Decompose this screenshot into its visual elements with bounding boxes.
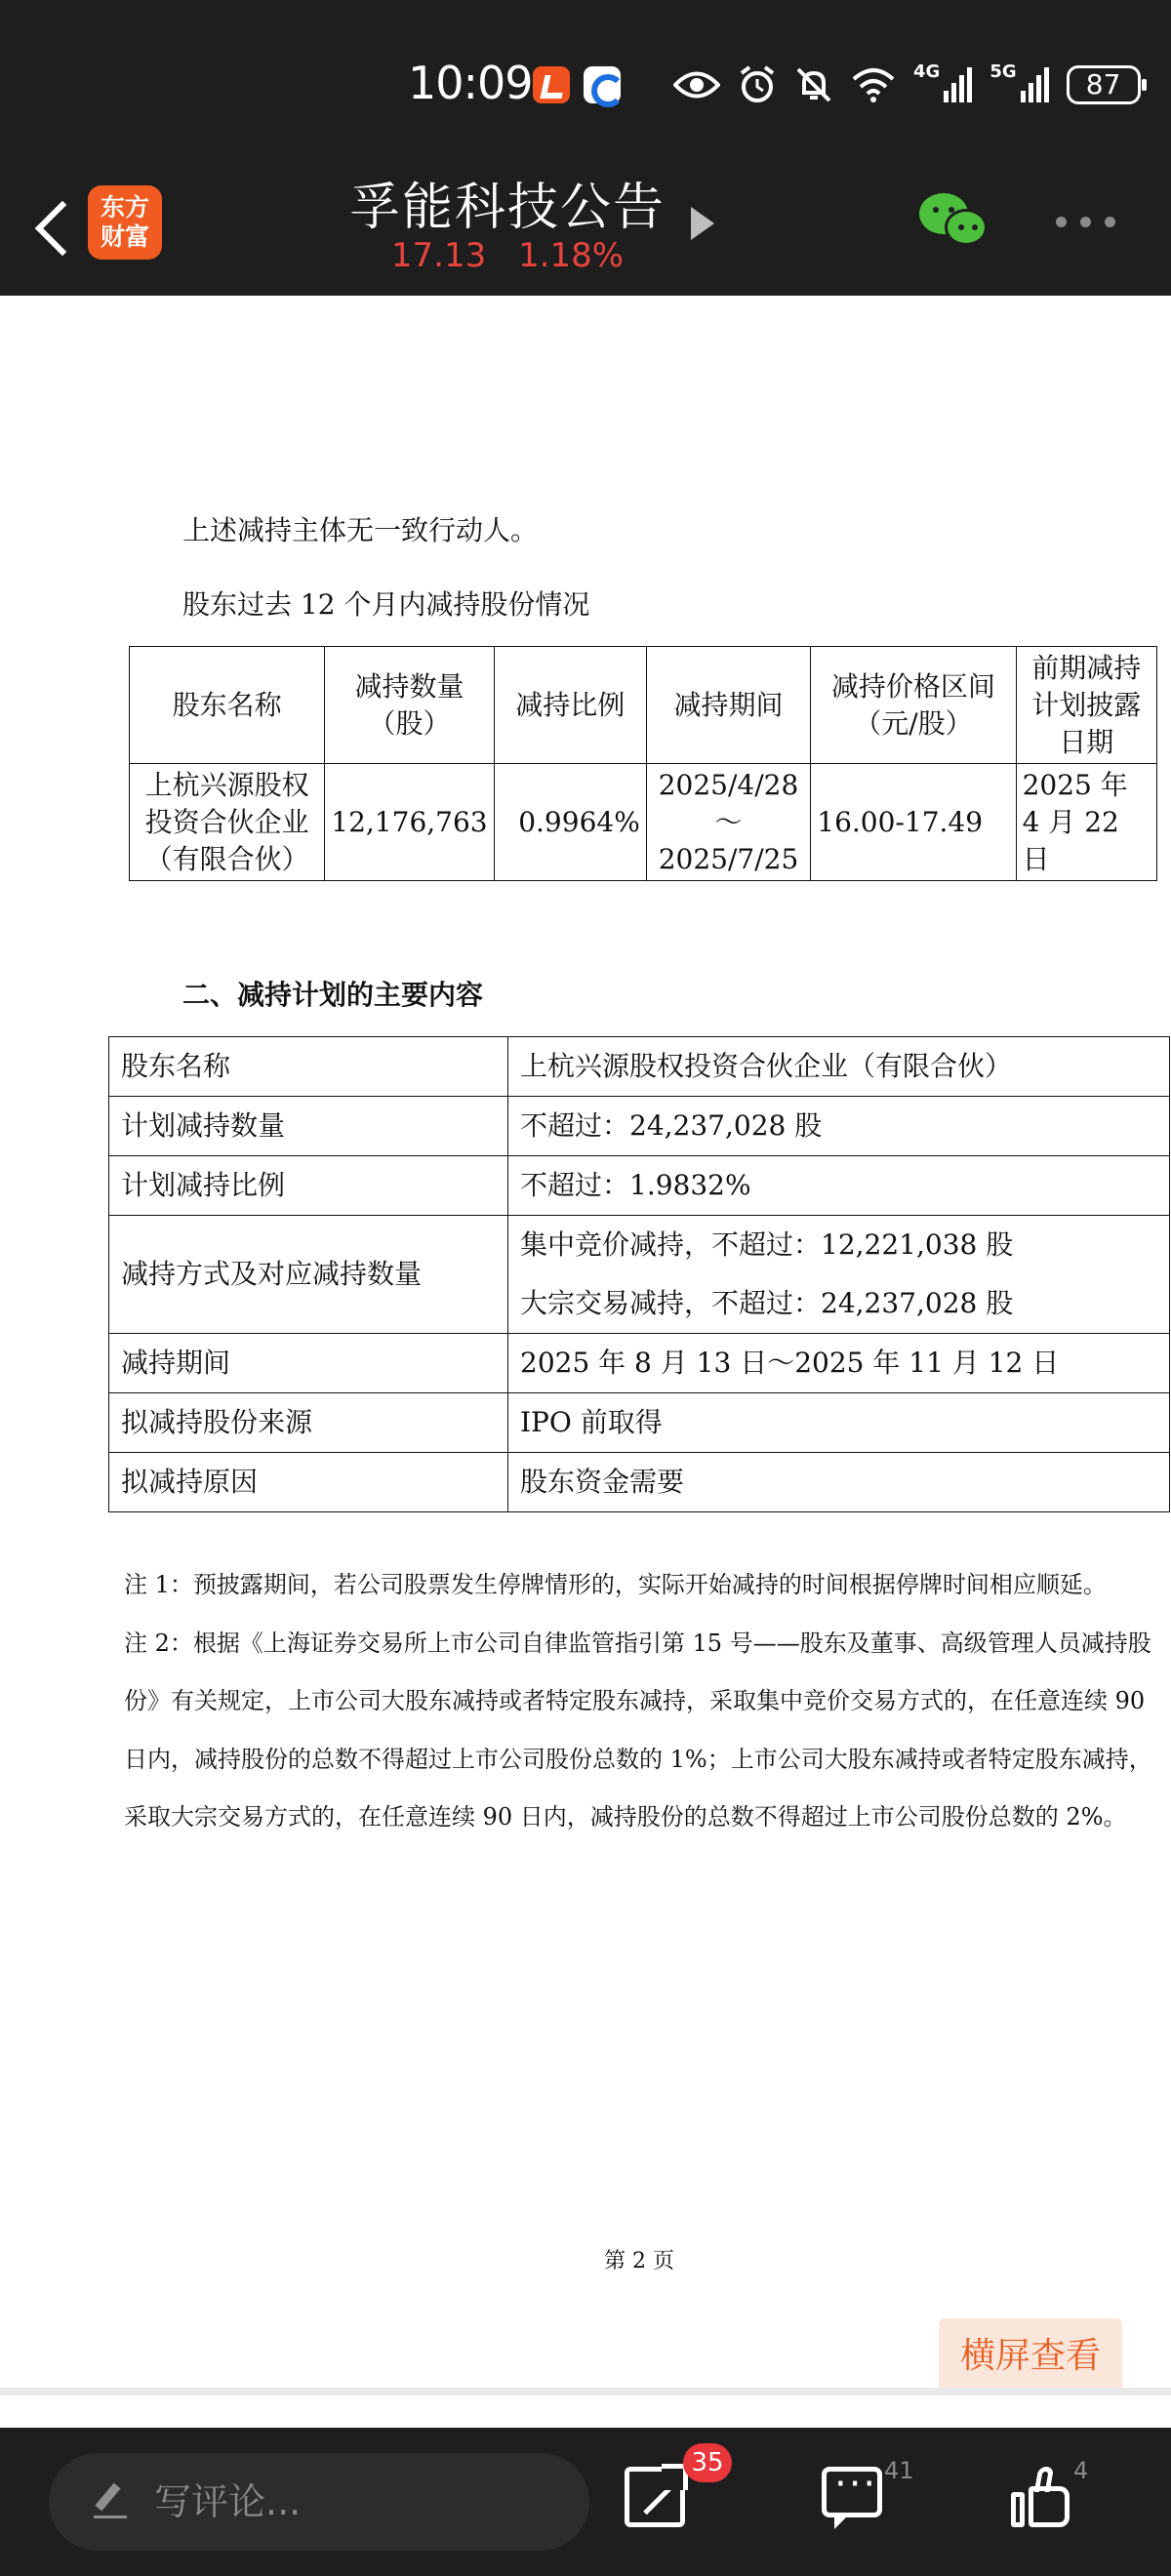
note-1: 注 1：预披露期间，若公司股票发生停牌情形的，实际开始减持的时间根据停牌时间相应顺延。 bbox=[124, 1571, 1107, 1598]
comment-placeholder: 写评论... bbox=[154, 2480, 302, 2523]
network-4g: 4G bbox=[913, 60, 941, 82]
eye-icon bbox=[673, 68, 720, 101]
th-ratio: 减持比例 bbox=[494, 647, 646, 764]
comments-icon[interactable] bbox=[822, 2467, 882, 2517]
network-5g: 5G bbox=[989, 60, 1017, 82]
plan-label: 计划减持比例 bbox=[109, 1156, 508, 1216]
plan-value: 股东资金需要 bbox=[508, 1453, 1170, 1512]
play-icon[interactable] bbox=[691, 207, 714, 240]
status-time: 10:09 bbox=[408, 57, 533, 109]
intro-text: 上述减持主体无一致行动人。 bbox=[182, 514, 539, 546]
note-2: 注 2：根据《上海证券交易所上市公司自律监管指引第 15 号——股东及董事、高级管理人员减持股份》有关规定，上市公司大股东减持或者特定股东减持，采取集中竞价交易方式的，在任意连续 90 日内，减持股份的总数不得超过上市公司股份总数的 1%；上市公司大股东减持或者特定股东减持，采取大宗交易方式的，在任意连续 90 日内，减持股份的总数不得超过上市公司股份总数的 2%。 bbox=[124, 1629, 1152, 1831]
notification-app-icon-2 bbox=[584, 66, 621, 103]
plan-value: 不超过：24,237,028 股 bbox=[508, 1097, 1170, 1156]
past-reduction-table bbox=[129, 646, 1157, 881]
cell-period: 2025/4/28～2025/7/25 bbox=[646, 764, 810, 881]
plan-label: 减持方式及对应减持数量 bbox=[109, 1216, 508, 1334]
plan-label: 股东名称 bbox=[109, 1037, 508, 1097]
landscape-view-button[interactable]: 横屏查看 bbox=[939, 2318, 1122, 2395]
wechat-share-icon[interactable] bbox=[919, 193, 989, 252]
notes bbox=[124, 1556, 1156, 1847]
like-count: 4 bbox=[1073, 2457, 1089, 2484]
battery-icon: 87 bbox=[1067, 65, 1141, 104]
th-name: 股东名称 bbox=[130, 647, 325, 764]
back-icon[interactable] bbox=[29, 195, 88, 263]
cell-quantity: 12,176,763 bbox=[325, 764, 494, 881]
share-icon[interactable] bbox=[625, 2467, 685, 2527]
page-number: 第 2 页 bbox=[604, 2249, 674, 2274]
plan-value: 上杭兴源股权投资合伙企业（有限合伙） bbox=[508, 1037, 1170, 1097]
divider bbox=[0, 2388, 1171, 2395]
plan-label: 减持期间 bbox=[109, 1334, 508, 1393]
plan-label: 拟减持股份来源 bbox=[109, 1393, 508, 1453]
nav-header bbox=[0, 166, 1171, 296]
comment-count: 41 bbox=[884, 2457, 914, 2484]
mute-icon bbox=[794, 65, 833, 104]
plan-value: IPO 前取得 bbox=[508, 1393, 1170, 1453]
plan-value: 集中竞价减持，不超过：12,221,038 股 大宗交易减持，不超过：24,237,028 股 bbox=[508, 1216, 1170, 1334]
th-period: 减持期间 bbox=[646, 647, 810, 764]
cell-name: 上杭兴源股权投资合伙企业（有限合伙） bbox=[130, 764, 325, 881]
stock-price: 17.13 bbox=[390, 236, 487, 275]
status-icons bbox=[673, 60, 1141, 109]
status-bar bbox=[0, 0, 1171, 166]
wifi-icon bbox=[851, 67, 896, 102]
section-title: 二、减持计划的主要内容 bbox=[182, 979, 484, 1011]
comment-input[interactable] bbox=[49, 2453, 589, 2551]
plan-label: 计划减持数量 bbox=[109, 1097, 508, 1156]
alarm-icon bbox=[738, 65, 777, 104]
stock-change: 1.18% bbox=[518, 236, 625, 275]
bottom-bar bbox=[0, 2428, 1171, 2576]
more-icon[interactable] bbox=[1056, 217, 1115, 227]
page-title: 孚能科技公告 bbox=[348, 179, 666, 237]
notification-app-icon bbox=[533, 66, 570, 103]
signal-icon-2 bbox=[1021, 67, 1049, 102]
stock-quote bbox=[293, 236, 722, 275]
th-price: 减持价格区间（元/股） bbox=[811, 647, 1016, 764]
plan-value: 不超过：1.9832% bbox=[508, 1156, 1170, 1216]
cell-ratio: 0.9964% bbox=[494, 764, 646, 881]
share-count-badge: 35 bbox=[683, 2443, 732, 2482]
plan-value: 2025 年 8 月 13 日～2025 年 11 月 12 日 bbox=[508, 1334, 1170, 1393]
signal-icon bbox=[944, 67, 972, 102]
cell-price: 16.00-17.49 bbox=[811, 764, 1016, 881]
past-reduction-title: 股东过去 12 个月内减持股份情况 bbox=[182, 588, 590, 621]
like-icon[interactable] bbox=[1011, 2467, 1071, 2527]
plan-label: 拟减持原因 bbox=[109, 1453, 508, 1512]
plan-table bbox=[108, 1036, 1170, 1512]
th-disclosure: 前期减持计划披露日期 bbox=[1016, 647, 1156, 764]
cell-disclosure: 2025 年 4 月 22 日 bbox=[1016, 764, 1156, 881]
eastmoney-logo[interactable]: 东方 财富 bbox=[88, 185, 162, 260]
th-quantity: 减持数量（股） bbox=[325, 647, 494, 764]
pencil-icon bbox=[94, 2482, 129, 2521]
